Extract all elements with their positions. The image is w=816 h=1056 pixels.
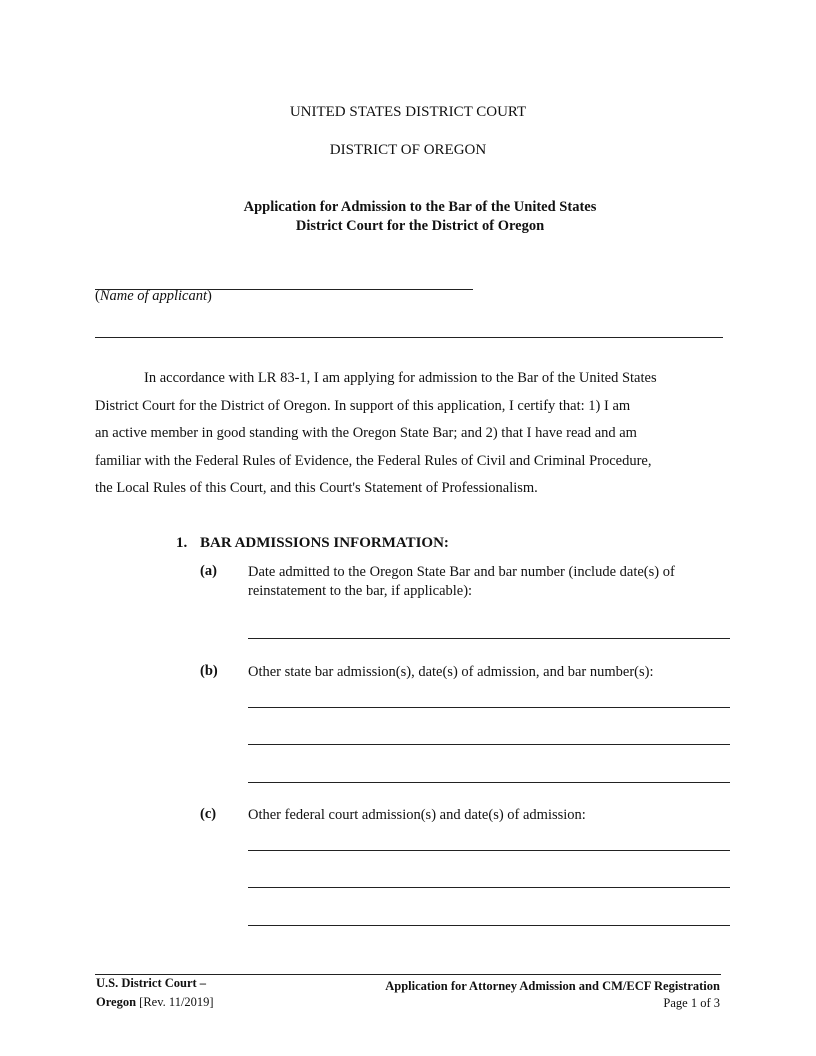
separator-rule — [95, 337, 723, 338]
item-c-answer-line[interactable] — [248, 925, 730, 926]
applicant-name-caption — [95, 288, 212, 305]
footer-left — [96, 975, 214, 1011]
footer-rev: [Rev. 11/2019] — [136, 995, 214, 1009]
item-b-text: Other state bar admission(s), date(s) of admission, and bar number(s): — [248, 664, 654, 680]
intro-line: an active member in good standing with the Oregon State Bar; and 2) that I have read and am — [95, 425, 637, 441]
intro-paragraph — [95, 365, 725, 503]
item-a-answer-line[interactable] — [248, 638, 730, 639]
intro-line: District Court for the District of Oregon. In support of this application, I certify that: 1) I am — [95, 397, 631, 414]
caption-label: Name of applicant — [99, 288, 207, 304]
intro-line: the Local Rules of this Court, and this Court's Statement of Professionalism. — [95, 480, 538, 496]
caption-close-paren: ) — [206, 288, 212, 304]
item-a-line-2: reinstatement to the bar, if applicable): — [248, 583, 473, 599]
footer-right — [385, 978, 720, 1012]
title-line-1: Application for Admission to the Bar of the United States — [243, 199, 597, 215]
intro-line: In accordance with LR 83-1, I am applying for admission to the Bar of the United States — [144, 370, 657, 386]
footer-form-title: Application for Attorney Admission and CM/ECF Registration — [385, 979, 720, 993]
footer-revision — [96, 994, 214, 1011]
caption-open-paren: ( — [95, 288, 100, 304]
item-c-label: (c) — [200, 806, 217, 822]
section-number: 1. — [176, 535, 188, 551]
item-c-answer-line[interactable] — [248, 887, 730, 888]
section-heading: BAR ADMISSIONS INFORMATION: — [200, 535, 449, 551]
district-name: DISTRICT OF OREGON — [329, 142, 487, 158]
item-b-label: (b) — [200, 663, 218, 679]
intro-line: familiar with the Federal Rules of Evidence, the Federal Rules of Civil and Criminal Procedure, — [95, 452, 652, 469]
footer-court: U.S. District Court – — [96, 976, 207, 990]
item-b-answer-line[interactable] — [248, 707, 730, 708]
item-b-answer-line[interactable] — [248, 744, 730, 745]
item-c-answer-line[interactable] — [248, 850, 730, 851]
item-a-text — [248, 563, 738, 601]
document-title — [12, 198, 816, 236]
item-b-answer-line[interactable] — [248, 782, 730, 783]
item-a-line-1: Date admitted to the Oregon State Bar and bar number (include date(s) of — [248, 564, 675, 580]
title-line-2: District Court for the District of Oregon — [295, 218, 545, 234]
court-name: UNITED STATES DISTRICT COURT — [289, 104, 527, 120]
item-a-label: (a) — [200, 563, 217, 579]
item-c-text: Other federal court admission(s) and date(s) of admission: — [248, 807, 586, 823]
footer-oregon: Oregon — [96, 995, 137, 1009]
page-number: Page 1 of 3 — [663, 996, 720, 1010]
applicant-name-field[interactable] — [95, 270, 473, 290]
